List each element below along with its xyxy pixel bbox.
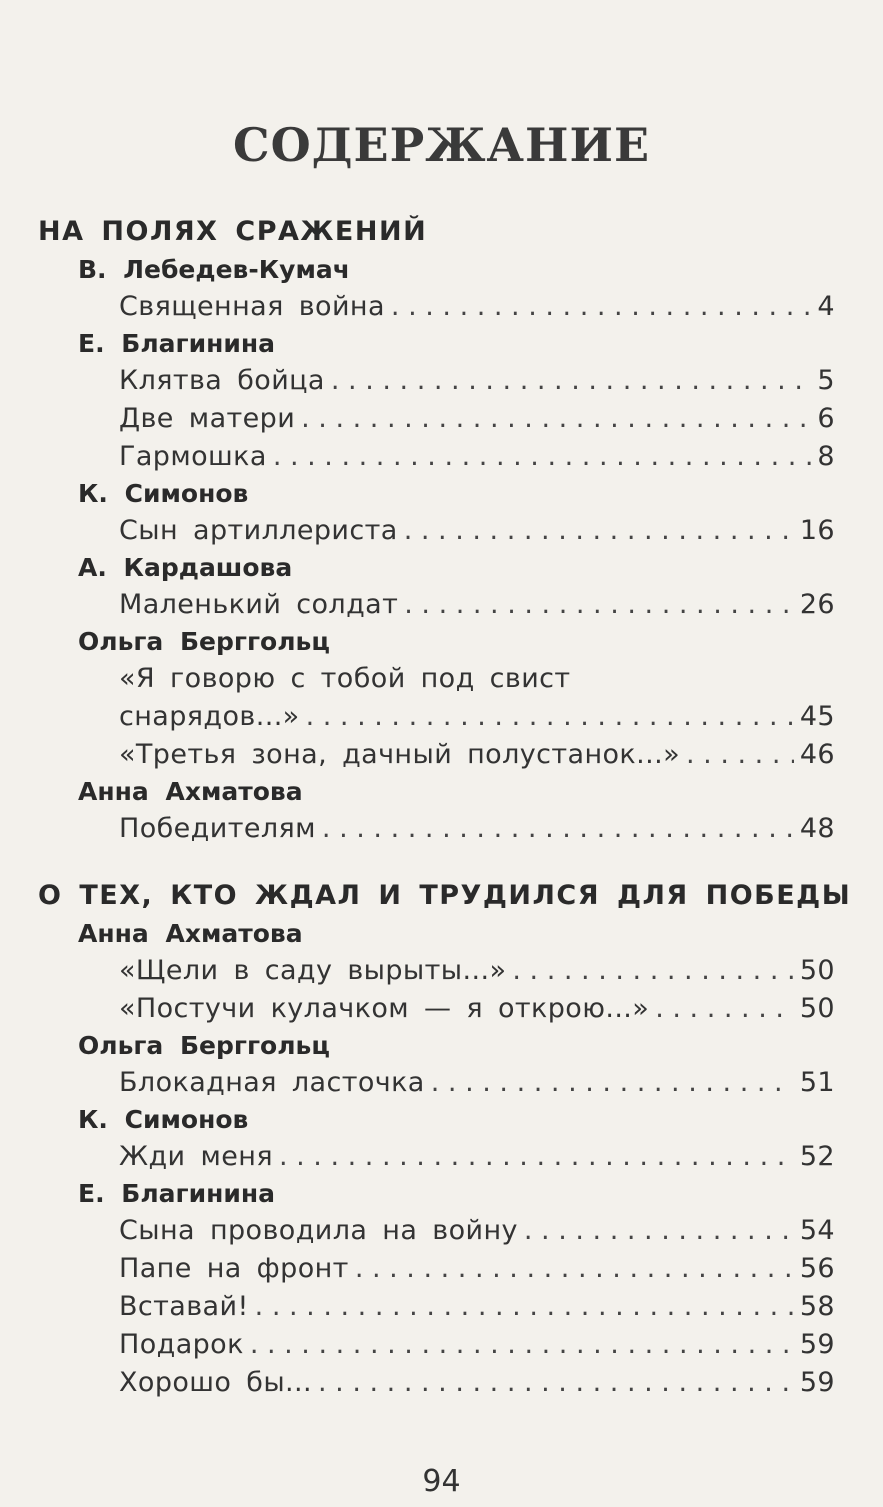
author-name: К. Симонов <box>78 479 249 508</box>
dot-leader <box>512 952 793 990</box>
entry-row <box>119 400 835 438</box>
entry-title: Жди меня <box>119 1141 273 1172</box>
toc-entry <box>38 400 835 438</box>
entry-row <box>119 1064 835 1102</box>
page-number: 94 <box>422 1464 461 1499</box>
entry-title: «Третья зона, дачный полустанок...» <box>119 739 681 770</box>
author-name: Ольга Берггольц <box>78 1031 330 1060</box>
author-name: Анна Ахматова <box>78 919 303 948</box>
toc-entry <box>38 1138 835 1176</box>
dot-leader <box>255 1288 794 1326</box>
dot-leader <box>250 1326 794 1364</box>
toc-entry <box>38 512 835 550</box>
entry-title-line: «Я говорю с тобой под свист <box>119 663 571 694</box>
toc-entry <box>38 1364 835 1402</box>
entry-row <box>119 990 835 1028</box>
entry-row <box>119 736 835 774</box>
entry-row <box>119 1326 835 1364</box>
entry-title: Сына проводила на войну <box>119 1215 518 1246</box>
entry-page-number: 46 <box>799 739 835 770</box>
toc-entry <box>38 586 835 624</box>
dot-leader <box>279 1138 794 1176</box>
entry-page-number: 4 <box>817 291 835 322</box>
toc-entry <box>38 1212 835 1250</box>
entry-row <box>119 810 835 848</box>
entry-page-number: 45 <box>799 701 835 732</box>
entry-page-number: 16 <box>799 515 835 546</box>
toc-section <box>38 876 852 1402</box>
dot-leader <box>524 1212 794 1250</box>
entry-page-number: 58 <box>799 1291 835 1322</box>
toc-entry <box>38 1326 835 1364</box>
dot-leader <box>686 736 794 774</box>
toc-entry <box>38 810 835 848</box>
toc-entry <box>38 1250 835 1288</box>
toc-entry <box>38 736 835 774</box>
entry-title: Две матери <box>119 403 296 434</box>
entry-row <box>119 1138 835 1176</box>
dot-leader <box>404 512 794 550</box>
entry-page-number: 5 <box>817 365 835 396</box>
entry-page-number: 56 <box>799 1253 835 1284</box>
toc-section <box>38 212 835 848</box>
entry-row <box>119 288 835 326</box>
toc-entry <box>38 1064 835 1102</box>
entry-row <box>119 512 835 550</box>
entry-page-number: 6 <box>817 403 835 434</box>
author-name: Е. Благинина <box>78 1179 276 1208</box>
section-heading: О ТЕХ, КТО ЖДАЛ И ТРУДИЛСЯ ДЛЯ ПОБЕДЫ <box>38 880 852 911</box>
dot-leader <box>331 362 812 400</box>
entry-row <box>119 362 835 400</box>
toc-entry <box>38 1288 835 1326</box>
dot-leader <box>431 1064 794 1102</box>
entry-page-number: 50 <box>799 955 835 986</box>
entry-page-number: 26 <box>799 589 835 620</box>
entry-title: Подарок <box>119 1329 244 1360</box>
dot-leader <box>655 990 794 1028</box>
dot-leader <box>318 1364 794 1402</box>
dot-leader <box>404 586 794 624</box>
entry-row <box>119 698 835 736</box>
entry-title: снарядов...» <box>119 701 300 732</box>
entry-row <box>119 952 835 990</box>
entry-title: Блокадная ласточка <box>119 1067 425 1098</box>
author-name: В. Лебедев-Кумач <box>78 255 350 284</box>
entry-title: Клятва бойца <box>119 365 325 396</box>
dot-leader <box>391 288 812 326</box>
entry-page-number: 54 <box>799 1215 835 1246</box>
entry-row <box>119 1250 835 1288</box>
entry-title: «Щели в саду вырыты...» <box>119 955 507 986</box>
toc-entry <box>38 438 835 476</box>
table-of-contents <box>38 212 852 1402</box>
author-name: А. Кардашова <box>78 553 293 582</box>
toc-entry <box>38 362 835 400</box>
dot-leader <box>322 810 794 848</box>
entry-page-number: 8 <box>817 441 835 472</box>
entry-title: Сын артиллериста <box>119 515 398 546</box>
entry-page-number: 52 <box>799 1141 835 1172</box>
entry-page-number: 48 <box>799 813 835 844</box>
toc-entry <box>38 660 835 736</box>
entry-row <box>119 1288 835 1326</box>
entry-title: Хорошо бы... <box>119 1367 312 1398</box>
entry-title: Священная война <box>119 291 385 322</box>
dot-leader <box>273 438 812 476</box>
entry-title: Гармошка <box>119 441 267 472</box>
toc-entry <box>38 288 835 326</box>
author-name: Е. Благинина <box>78 329 276 358</box>
entry-page-number: 59 <box>799 1367 835 1398</box>
author-name: Ольга Берггольц <box>78 627 330 656</box>
dot-leader <box>301 400 811 438</box>
author-name: Анна Ахматова <box>78 777 303 806</box>
toc-entry <box>38 990 835 1028</box>
entry-row <box>119 586 835 624</box>
entry-title: Вставай! <box>119 1291 249 1322</box>
author-name: К. Симонов <box>78 1105 249 1134</box>
entry-row <box>119 1212 835 1250</box>
entry-title: Папе на фронт <box>119 1253 349 1284</box>
dot-leader <box>355 1250 794 1288</box>
page-title: СОДЕРЖАНИЕ <box>232 118 651 172</box>
entry-page-number: 51 <box>799 1067 835 1098</box>
entry-page-number: 59 <box>799 1329 835 1360</box>
entry-title: «Постучи кулачком — я открою...» <box>119 993 650 1024</box>
entry-page-number: 50 <box>799 993 835 1024</box>
section-heading: НА ПОЛЯХ СРАЖЕНИЙ <box>38 216 428 247</box>
dot-leader <box>306 698 794 736</box>
entry-title: Маленький солдат <box>119 589 399 620</box>
toc-entry <box>38 952 835 990</box>
entry-title: Победителям <box>119 813 316 844</box>
entry-row <box>119 1364 835 1402</box>
entry-row <box>119 438 835 476</box>
